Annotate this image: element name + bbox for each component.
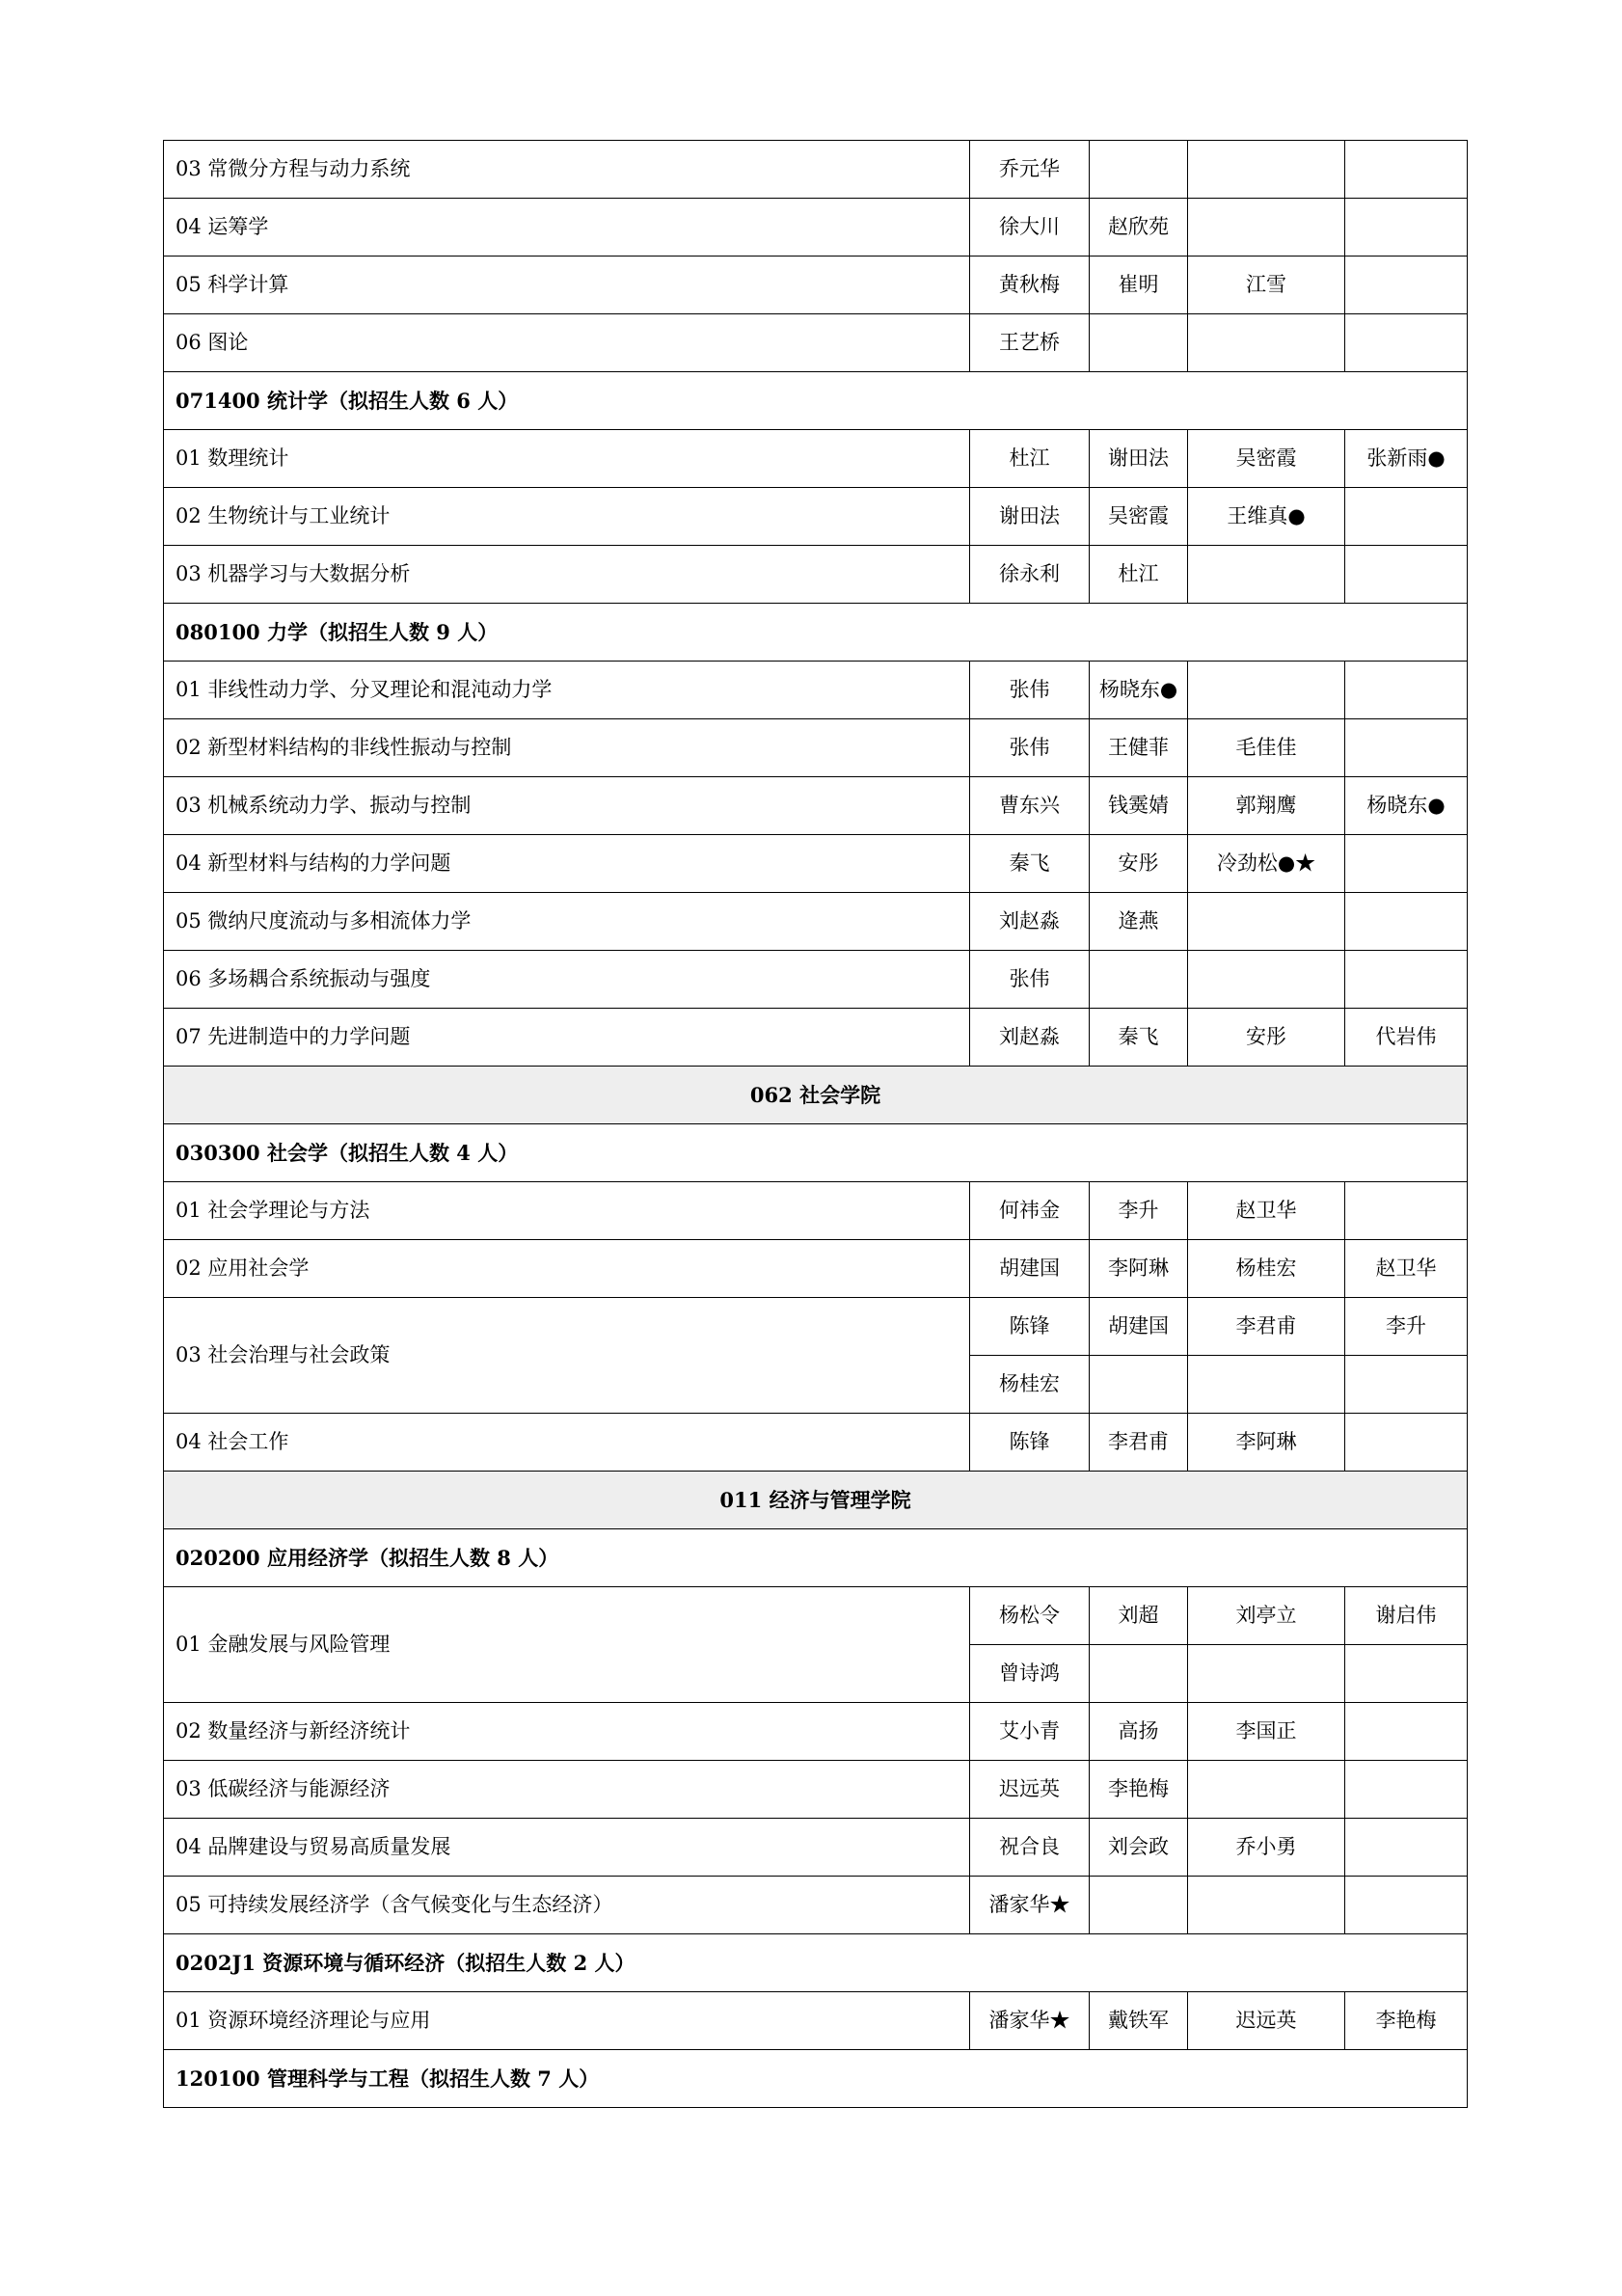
- advisor-cell: [1345, 1182, 1468, 1240]
- advisor-cell: 乔元华: [970, 141, 1090, 199]
- advisor-cell: 张伟: [970, 951, 1090, 1009]
- direction-row: [164, 488, 1468, 546]
- advisor-cell: 刘超: [1090, 1587, 1188, 1645]
- advisor-cell: 李艳梅: [1090, 1761, 1188, 1819]
- advisor-cell: 徐永利: [970, 546, 1090, 604]
- advisor-cell: 胡建国: [1090, 1298, 1188, 1356]
- major-title: 120100 管理科学与工程（拟招生人数 7 人）: [164, 2050, 1468, 2108]
- advisor-cell: 张伟: [970, 662, 1090, 719]
- advisor-cell: [1188, 893, 1345, 951]
- direction-row: [164, 257, 1468, 314]
- advisor-cell: 王艺桥: [970, 314, 1090, 372]
- advisor-cell: 刘亭立: [1188, 1587, 1345, 1645]
- advisor-cell: [1188, 199, 1345, 257]
- advisor-cell: 迟远英: [1188, 1992, 1345, 2050]
- advisor-cell: 高扬: [1090, 1703, 1188, 1761]
- direction-name: 01 非线性动力学、分叉理论和混沌动力学: [164, 662, 970, 719]
- advisor-cell: 曾诗鸿: [970, 1645, 1090, 1703]
- advisor-cell: [1090, 951, 1188, 1009]
- direction-row: [164, 1414, 1468, 1472]
- direction-name: 05 可持续发展经济学（含气候变化与生态经济）: [164, 1877, 970, 1934]
- direction-row: [164, 1819, 1468, 1877]
- advisor-cell: 杨晓东●: [1345, 777, 1468, 835]
- direction-name: 02 新型材料结构的非线性振动与控制: [164, 719, 970, 777]
- direction-row: [164, 141, 1468, 199]
- direction-row: [164, 1761, 1468, 1819]
- advisor-cell: 杨松令: [970, 1587, 1090, 1645]
- direction-name: 01 数理统计: [164, 430, 970, 488]
- major-title: 080100 力学（拟招生人数 9 人）: [164, 604, 1468, 662]
- advisor-cell: 谢启伟: [1345, 1587, 1468, 1645]
- direction-row: [164, 1992, 1468, 2050]
- advisor-cell: 安彤: [1090, 835, 1188, 893]
- college-name: 062 社会学院: [164, 1067, 1468, 1124]
- advisor-cell: 李君甫: [1188, 1298, 1345, 1356]
- advisor-cell: [1345, 488, 1468, 546]
- major-header-row: [164, 1124, 1468, 1182]
- direction-row: [164, 430, 1468, 488]
- advisor-cell: 秦飞: [1090, 1009, 1188, 1067]
- advisor-cell: 谢田法: [970, 488, 1090, 546]
- advisor-cell: 逄燕: [1090, 893, 1188, 951]
- direction-name: 01 金融发展与风险管理: [164, 1587, 970, 1703]
- advisor-cell: [1345, 1703, 1468, 1761]
- direction-name: 02 应用社会学: [164, 1240, 970, 1298]
- advisor-cell: [1345, 314, 1468, 372]
- advisor-cell: 郭翔鹰: [1188, 777, 1345, 835]
- advisor-cell: 李君甫: [1090, 1414, 1188, 1472]
- advisor-cell: [1188, 141, 1345, 199]
- direction-row: [164, 777, 1468, 835]
- advisor-cell: 李升: [1090, 1182, 1188, 1240]
- advisor-cell: 刘会政: [1090, 1819, 1188, 1877]
- advisor-cell: 王健菲: [1090, 719, 1188, 777]
- college-header-row: [164, 1472, 1468, 1529]
- advisor-cell: 潘家华★: [970, 1877, 1090, 1934]
- advisor-cell: 陈锋: [970, 1298, 1090, 1356]
- direction-row: [164, 1877, 1468, 1934]
- advisor-cell: 秦飞: [970, 835, 1090, 893]
- advisor-cell: 李升: [1345, 1298, 1468, 1356]
- direction-name: 04 新型材料与结构的力学问题: [164, 835, 970, 893]
- college-name: 011 经济与管理学院: [164, 1472, 1468, 1529]
- advisor-cell: 何祎金: [970, 1182, 1090, 1240]
- advisor-cell: [1345, 546, 1468, 604]
- advisor-cell: [1345, 257, 1468, 314]
- advisor-cell: 赵欣苑: [1090, 199, 1188, 257]
- advisor-cell: 杜江: [970, 430, 1090, 488]
- advisor-cell: 刘赵淼: [970, 893, 1090, 951]
- advisor-cell: 祝合良: [970, 1819, 1090, 1877]
- advisor-cell: [1090, 314, 1188, 372]
- advisor-cell: 刘赵淼: [970, 1009, 1090, 1067]
- advisor-cell: [1090, 1877, 1188, 1934]
- advisor-cell: 李阿琳: [1188, 1414, 1345, 1472]
- advisor-cell: [1345, 951, 1468, 1009]
- advisor-cell: 陈锋: [970, 1414, 1090, 1472]
- advisor-cell: 杨桂宏: [1188, 1240, 1345, 1298]
- advisor-cell: 乔小勇: [1188, 1819, 1345, 1877]
- major-title: 020200 应用经济学（拟招生人数 8 人）: [164, 1529, 1468, 1587]
- advisor-cell: 吴密霞: [1090, 488, 1188, 546]
- advisor-cell: [1188, 1356, 1345, 1414]
- advisor-cell: [1345, 1414, 1468, 1472]
- direction-row: [164, 662, 1468, 719]
- major-header-row: [164, 2050, 1468, 2108]
- advisor-cell: [1345, 199, 1468, 257]
- advisor-cell: 代岩伟: [1345, 1009, 1468, 1067]
- advisor-cell: [1345, 719, 1468, 777]
- advisor-cell: 胡建国: [970, 1240, 1090, 1298]
- direction-row: [164, 314, 1468, 372]
- advisor-cell: 毛佳佳: [1188, 719, 1345, 777]
- advisor-cell: 钱霙婧: [1090, 777, 1188, 835]
- advisor-cell: 艾小青: [970, 1703, 1090, 1761]
- advisor-cell: 江雪: [1188, 257, 1345, 314]
- direction-row: [164, 1240, 1468, 1298]
- advisor-cell: [1090, 141, 1188, 199]
- advisor-cell: [1345, 1877, 1468, 1934]
- advisor-cell: 赵卫华: [1188, 1182, 1345, 1240]
- direction-name: 03 社会治理与社会政策: [164, 1298, 970, 1414]
- advisor-cell: [1345, 1356, 1468, 1414]
- advisor-cell: [1188, 1645, 1345, 1703]
- advisor-cell: 杜江: [1090, 546, 1188, 604]
- direction-name: 04 社会工作: [164, 1414, 970, 1472]
- college-header-row: [164, 1067, 1468, 1124]
- direction-name: 02 数量经济与新经济统计: [164, 1703, 970, 1761]
- advisor-cell: 吴密霞: [1188, 430, 1345, 488]
- advisor-cell: 李艳梅: [1345, 1992, 1468, 2050]
- advisor-cell: [1188, 546, 1345, 604]
- advisor-table: [163, 140, 1468, 2108]
- direction-row: [164, 1587, 1468, 1645]
- direction-row: [164, 546, 1468, 604]
- advisor-cell: 黄秋梅: [970, 257, 1090, 314]
- advisor-cell: 安彤: [1188, 1009, 1345, 1067]
- major-header-row: [164, 1529, 1468, 1587]
- advisor-cell: 赵卫华: [1345, 1240, 1468, 1298]
- direction-name: 01 资源环境经济理论与应用: [164, 1992, 970, 2050]
- direction-row: [164, 1182, 1468, 1240]
- direction-row: [164, 1298, 1468, 1356]
- direction-name: 01 社会学理论与方法: [164, 1182, 970, 1240]
- major-header-row: [164, 372, 1468, 430]
- direction-name: 04 品牌建设与贸易高质量发展: [164, 1819, 970, 1877]
- advisor-cell: 谢田法: [1090, 430, 1188, 488]
- direction-name: 03 常微分方程与动力系统: [164, 141, 970, 199]
- advisor-cell: [1188, 951, 1345, 1009]
- direction-name: 02 生物统计与工业统计: [164, 488, 970, 546]
- advisor-cell: [1188, 662, 1345, 719]
- advisor-cell: 迟远英: [970, 1761, 1090, 1819]
- direction-row: [164, 1703, 1468, 1761]
- advisor-cell: 张新雨●: [1345, 430, 1468, 488]
- direction-name: 04 运筹学: [164, 199, 970, 257]
- advisor-cell: [1188, 1761, 1345, 1819]
- direction-row: [164, 893, 1468, 951]
- direction-name: 06 多场耦合系统振动与强度: [164, 951, 970, 1009]
- direction-row: [164, 1009, 1468, 1067]
- advisor-cell: [1188, 1877, 1345, 1934]
- advisor-cell: 杨晓东●: [1090, 662, 1188, 719]
- advisor-cell: [1345, 141, 1468, 199]
- direction-name: 03 机器学习与大数据分析: [164, 546, 970, 604]
- advisor-cell: [1345, 1819, 1468, 1877]
- direction-name: 05 微纳尺度流动与多相流体力学: [164, 893, 970, 951]
- advisor-cell: [1345, 893, 1468, 951]
- advisor-cell: 李国正: [1188, 1703, 1345, 1761]
- advisor-cell: 徐大川: [970, 199, 1090, 257]
- advisor-cell: [1090, 1645, 1188, 1703]
- advisor-cell: 杨桂宏: [970, 1356, 1090, 1414]
- advisor-cell: [1188, 314, 1345, 372]
- major-header-row: [164, 1934, 1468, 1992]
- advisor-cell: 曹东兴: [970, 777, 1090, 835]
- major-title: 030300 社会学（拟招生人数 4 人）: [164, 1124, 1468, 1182]
- advisor-cell: [1345, 1761, 1468, 1819]
- direction-name: 06 图论: [164, 314, 970, 372]
- advisor-cell: [1345, 1645, 1468, 1703]
- direction-name: 03 低碳经济与能源经济: [164, 1761, 970, 1819]
- advisor-cell: 李阿琳: [1090, 1240, 1188, 1298]
- direction-row: [164, 719, 1468, 777]
- direction-row: [164, 199, 1468, 257]
- major-title: 0202J1 资源环境与循环经济（拟招生人数 2 人）: [164, 1934, 1468, 1992]
- advisor-cell: [1090, 1356, 1188, 1414]
- advisor-cell: [1345, 662, 1468, 719]
- advisor-cell: 潘家华★: [970, 1992, 1090, 2050]
- advisor-cell: 崔明: [1090, 257, 1188, 314]
- direction-row: [164, 951, 1468, 1009]
- direction-row: [164, 835, 1468, 893]
- advisor-cell: 张伟: [970, 719, 1090, 777]
- advisor-cell: 冷劲松●★: [1188, 835, 1345, 893]
- major-header-row: [164, 604, 1468, 662]
- advisor-cell: 戴铁军: [1090, 1992, 1188, 2050]
- advisor-cell: [1345, 835, 1468, 893]
- advisor-cell: 王维真●: [1188, 488, 1345, 546]
- direction-name: 07 先进制造中的力学问题: [164, 1009, 970, 1067]
- direction-name: 03 机械系统动力学、振动与控制: [164, 777, 970, 835]
- direction-name: 05 科学计算: [164, 257, 970, 314]
- major-title: 071400 统计学（拟招生人数 6 人）: [164, 372, 1468, 430]
